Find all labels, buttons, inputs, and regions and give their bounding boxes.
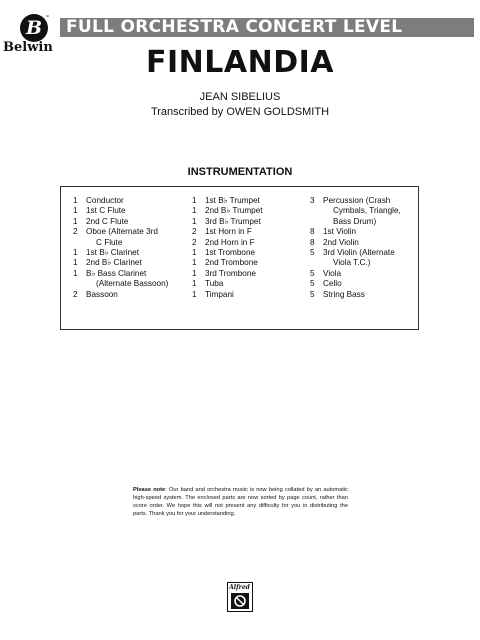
part-name: Cymbals, Triangle, xyxy=(333,206,401,216)
instrumentation-heading: INSTRUMENTATION xyxy=(187,166,293,178)
part-name: 2nd Trombone xyxy=(205,258,258,268)
logo-letter: B xyxy=(25,17,43,39)
note-label: Please note xyxy=(133,487,166,493)
part-name: 2nd B♭ Clarinet xyxy=(86,258,142,268)
part-name: Conductor xyxy=(86,196,124,205)
part-name: 3rd B♭ Trumpet xyxy=(205,216,261,226)
piece-title: FINLANDIA xyxy=(146,45,334,80)
part-name: 1st Horn in F xyxy=(205,227,252,237)
part-quantity: 8 xyxy=(310,227,315,237)
part-quantity: 1 xyxy=(192,247,197,257)
part-name: Oboe (Alternate 3rd xyxy=(86,227,158,237)
part-quantity: 2 xyxy=(73,227,78,237)
part-name: Viola T.C.) xyxy=(333,258,371,268)
part-quantity: 1 xyxy=(192,279,197,289)
part-name: 1st Trombone xyxy=(205,247,256,257)
part-name: 2nd B♭ Trumpet xyxy=(205,206,263,216)
part-name: 3rd Trombone xyxy=(205,268,256,278)
part-name: Timpani xyxy=(205,289,234,299)
part-quantity: 3 xyxy=(310,196,315,205)
part-quantity: 1 xyxy=(73,196,78,205)
part-name: Viola xyxy=(323,268,342,278)
series-title: FULL ORCHESTRA CONCERT LEVEL xyxy=(66,17,403,37)
part-name: 1st B♭ Trumpet xyxy=(205,196,260,205)
alfred-logo-text: Alfred xyxy=(229,584,250,591)
part-quantity: 1 xyxy=(192,196,197,205)
part-quantity: 5 xyxy=(310,279,315,289)
part-name: C Flute xyxy=(96,237,123,247)
composer-name: JEAN SIBELIUS xyxy=(199,91,281,103)
part-name: Bass Drum) xyxy=(333,216,377,226)
part-quantity: 1 xyxy=(192,258,197,268)
part-quantity: 5 xyxy=(310,247,315,257)
part-name: 2nd C Flute xyxy=(86,216,129,226)
part-name: String Bass xyxy=(323,289,365,299)
part-quantity: 1 xyxy=(192,268,197,278)
part-name: 2nd Horn in F xyxy=(205,237,255,247)
part-name: 1st C Flute xyxy=(86,206,126,216)
part-quantity: 1 xyxy=(192,289,197,299)
part-quantity: 1 xyxy=(73,206,78,216)
part-quantity: 2 xyxy=(73,289,78,299)
part-name: 3rd Violin (Alternate xyxy=(323,247,395,257)
alfred-emblem-icon xyxy=(231,593,249,609)
part-quantity: 8 xyxy=(310,237,315,247)
part-name: 1st B♭ Clarinet xyxy=(86,247,140,257)
part-name: (Alternate Bassoon) xyxy=(96,279,169,289)
part-name: Cello xyxy=(323,279,342,289)
part-name: 2nd Violin xyxy=(323,237,359,247)
part-quantity: 1 xyxy=(192,206,197,216)
collation-note xyxy=(133,486,348,518)
part-name: Tuba xyxy=(205,279,224,289)
note-text: : Our band and orchestra music is now being collated by an automatic high-speed system. The enclosed parts are now sorted by page count, rather than score order. We hope this will not present any difficulty for you in distributing the parts. Thank you for your understanding. xyxy=(133,487,348,517)
part-quantity: 1 xyxy=(73,258,78,268)
part-quantity: 1 xyxy=(73,268,78,278)
trademark-icon: ™ xyxy=(45,14,49,19)
part-quantity: 1 xyxy=(73,216,78,226)
belwin-logo-icon xyxy=(20,14,48,42)
part-quantity: 2 xyxy=(192,227,197,237)
transcriber-credit: Transcribed by OWEN GOLDSMITH xyxy=(150,106,330,118)
part-name: Bassoon xyxy=(86,289,118,299)
part-quantity: 1 xyxy=(73,247,78,257)
part-quantity: 5 xyxy=(310,268,315,278)
part-quantity: 5 xyxy=(310,289,315,299)
alfred-logo-icon xyxy=(227,582,253,612)
part-quantity: 2 xyxy=(192,237,197,247)
part-name: Percussion (Crash xyxy=(323,196,391,205)
part-quantity: 1 xyxy=(192,216,197,226)
part-name: B♭ Bass Clarinet xyxy=(86,268,147,278)
part-name: 1st Violin xyxy=(323,227,357,237)
publisher-name: Belwin xyxy=(3,40,53,55)
